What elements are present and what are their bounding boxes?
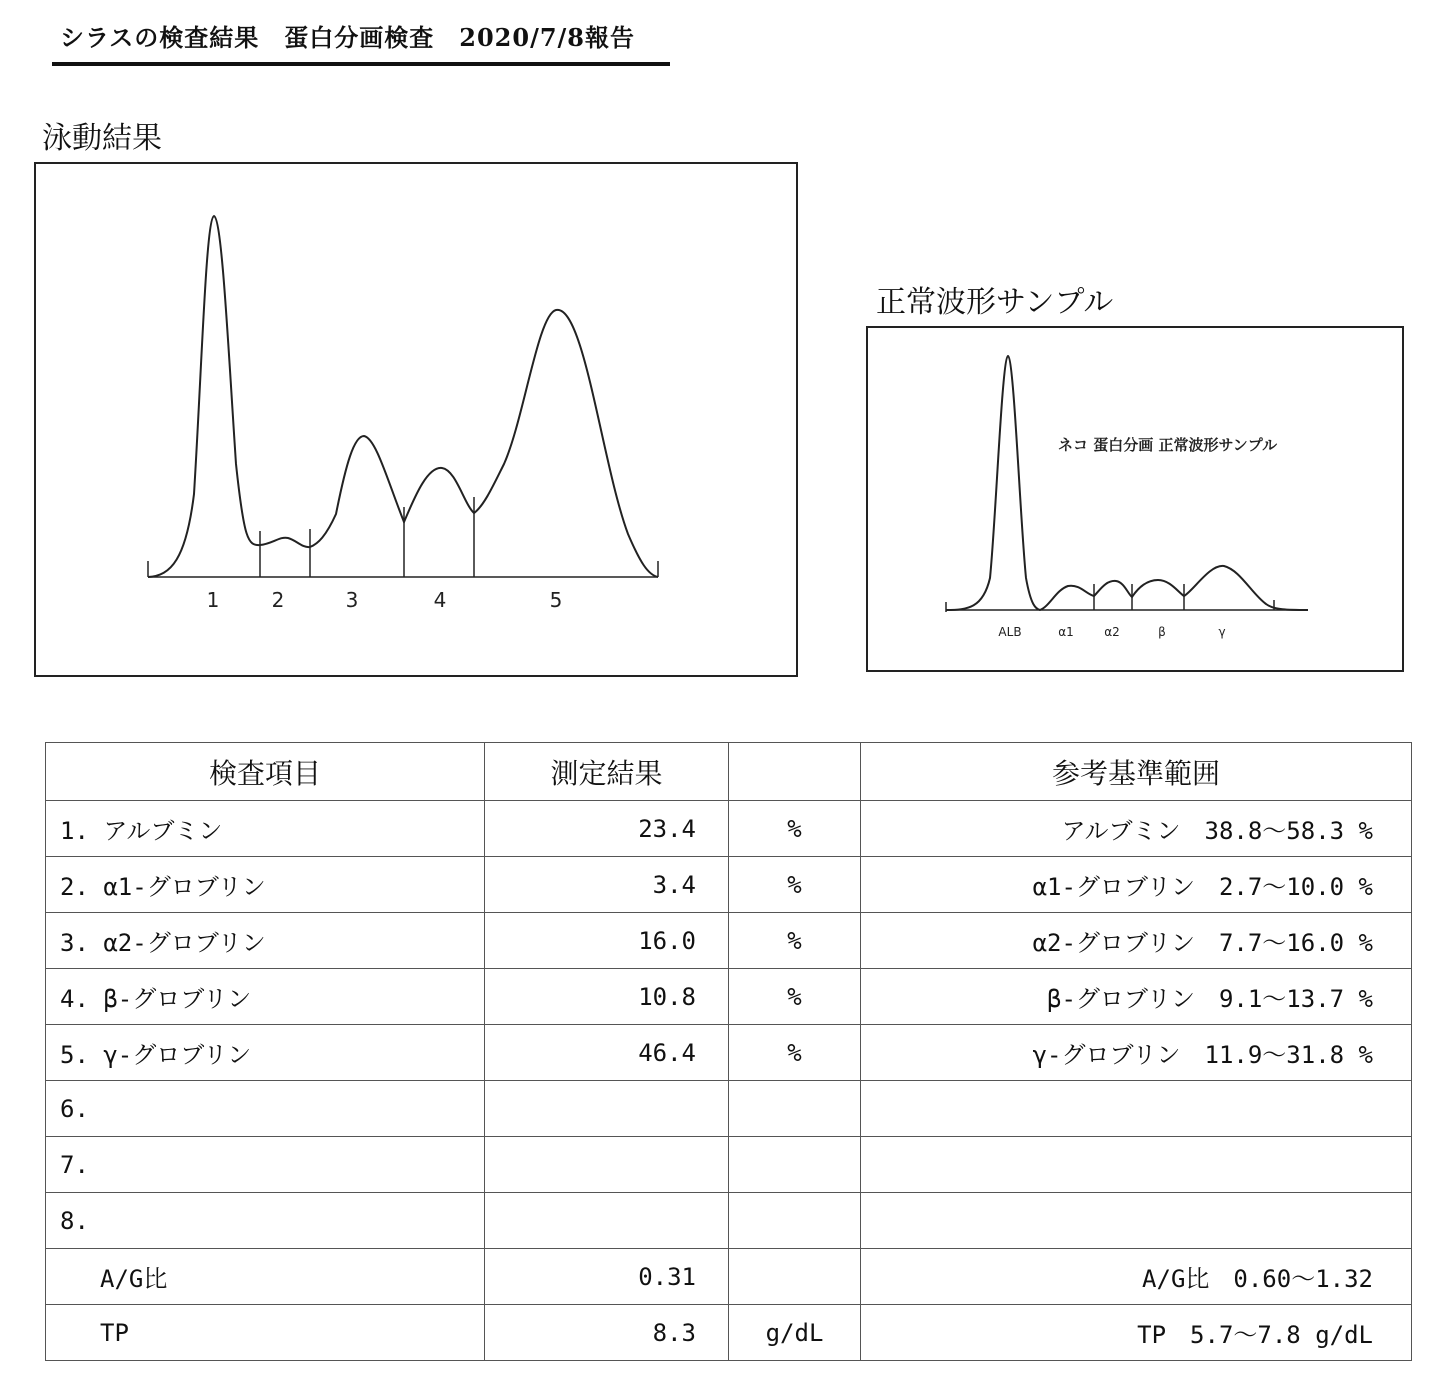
row-value: 10.8 <box>485 969 729 1025</box>
row-reference: α2-グロブリン 7.7〜16.0 % <box>861 913 1412 969</box>
table-row <box>46 913 1412 969</box>
header-result: 測定結果 <box>485 743 729 801</box>
fraction-label: 5 <box>549 588 563 612</box>
sample-caption: ネコ 蛋白分画 正常波形サンプル <box>1058 436 1278 454</box>
sample-title: 正常波形サンプル <box>876 285 1114 320</box>
row-value <box>485 1193 729 1249</box>
row-reference: A/G比 0.60〜1.32 <box>861 1249 1412 1305</box>
row-unit <box>729 1249 861 1305</box>
header-item: 検査項目 <box>46 743 485 801</box>
row-reference: γ-グロブリン 11.9〜31.8 % <box>861 1025 1412 1081</box>
row-item: 5. γ-グロブリン <box>46 1025 485 1081</box>
report-title: シラスの検査結果 蛋白分画検査 2020/7/8報告 <box>60 23 636 52</box>
row-unit: % <box>729 801 861 857</box>
electrophoresis-title: 泳動結果 <box>42 121 162 156</box>
results-table <box>45 742 1412 1361</box>
table-row <box>46 1137 1412 1193</box>
title-underline <box>52 62 670 66</box>
row-unit <box>729 1137 861 1193</box>
row-unit: % <box>729 913 861 969</box>
fraction-label: 3 <box>345 588 359 612</box>
electrophoresis-chart <box>36 164 796 675</box>
table-row <box>46 1193 1412 1249</box>
table-row <box>46 857 1412 913</box>
row-value: 8.3 <box>485 1305 729 1361</box>
fraction-label: 1 <box>206 588 220 612</box>
table-row <box>46 801 1412 857</box>
electrophoresis-curve <box>148 216 658 577</box>
row-value: 3.4 <box>485 857 729 913</box>
sample-fraction-label: ALB <box>998 625 1022 639</box>
row-item: 8. <box>46 1193 485 1249</box>
row-unit: % <box>729 857 861 913</box>
table-row <box>46 1305 1412 1361</box>
row-reference: アルブミン 38.8〜58.3 % <box>861 801 1412 857</box>
electrophoresis-panel <box>34 162 798 677</box>
row-reference: α1-グロブリン 2.7〜10.0 % <box>861 857 1412 913</box>
row-item: A/G比 <box>46 1249 485 1305</box>
header-reference: 参考基準範囲 <box>861 743 1412 801</box>
table-header-row <box>46 743 1412 801</box>
row-reference: β-グロブリン 9.1〜13.7 % <box>861 969 1412 1025</box>
sample-fraction-label: γ <box>1218 625 1226 639</box>
row-unit <box>729 1081 861 1137</box>
sample-curve <box>946 356 1308 610</box>
row-item: TP <box>46 1305 485 1361</box>
sample-panel <box>866 326 1404 672</box>
row-unit: % <box>729 1025 861 1081</box>
row-value: 0.31 <box>485 1249 729 1305</box>
row-reference <box>861 1193 1412 1249</box>
row-item: 1. アルブミン <box>46 801 485 857</box>
row-unit: % <box>729 969 861 1025</box>
row-item: 7. <box>46 1137 485 1193</box>
table-row <box>46 969 1412 1025</box>
sample-fraction-label: α1 <box>1058 625 1074 639</box>
row-unit: g/dL <box>729 1305 861 1361</box>
header-unit <box>729 743 861 801</box>
row-item: 6. <box>46 1081 485 1137</box>
sample-chart <box>868 328 1402 670</box>
row-item: 2. α1-グロブリン <box>46 857 485 913</box>
sample-fraction-label: α2 <box>1104 625 1120 639</box>
row-value <box>485 1137 729 1193</box>
row-value <box>485 1081 729 1137</box>
row-unit <box>729 1193 861 1249</box>
table-row <box>46 1249 1412 1305</box>
row-reference: TP 5.7〜7.8 g/dL <box>861 1305 1412 1361</box>
row-value: 23.4 <box>485 801 729 857</box>
row-value: 46.4 <box>485 1025 729 1081</box>
table-row <box>46 1081 1412 1137</box>
row-reference <box>861 1137 1412 1193</box>
fraction-label: 4 <box>433 588 447 612</box>
row-item: 3. α2-グロブリン <box>46 913 485 969</box>
table-row <box>46 1025 1412 1081</box>
row-item: 4. β-グロブリン <box>46 969 485 1025</box>
sample-fraction-label: β <box>1158 625 1166 639</box>
row-reference <box>861 1081 1412 1137</box>
row-value: 16.0 <box>485 913 729 969</box>
fraction-label: 2 <box>271 588 285 612</box>
